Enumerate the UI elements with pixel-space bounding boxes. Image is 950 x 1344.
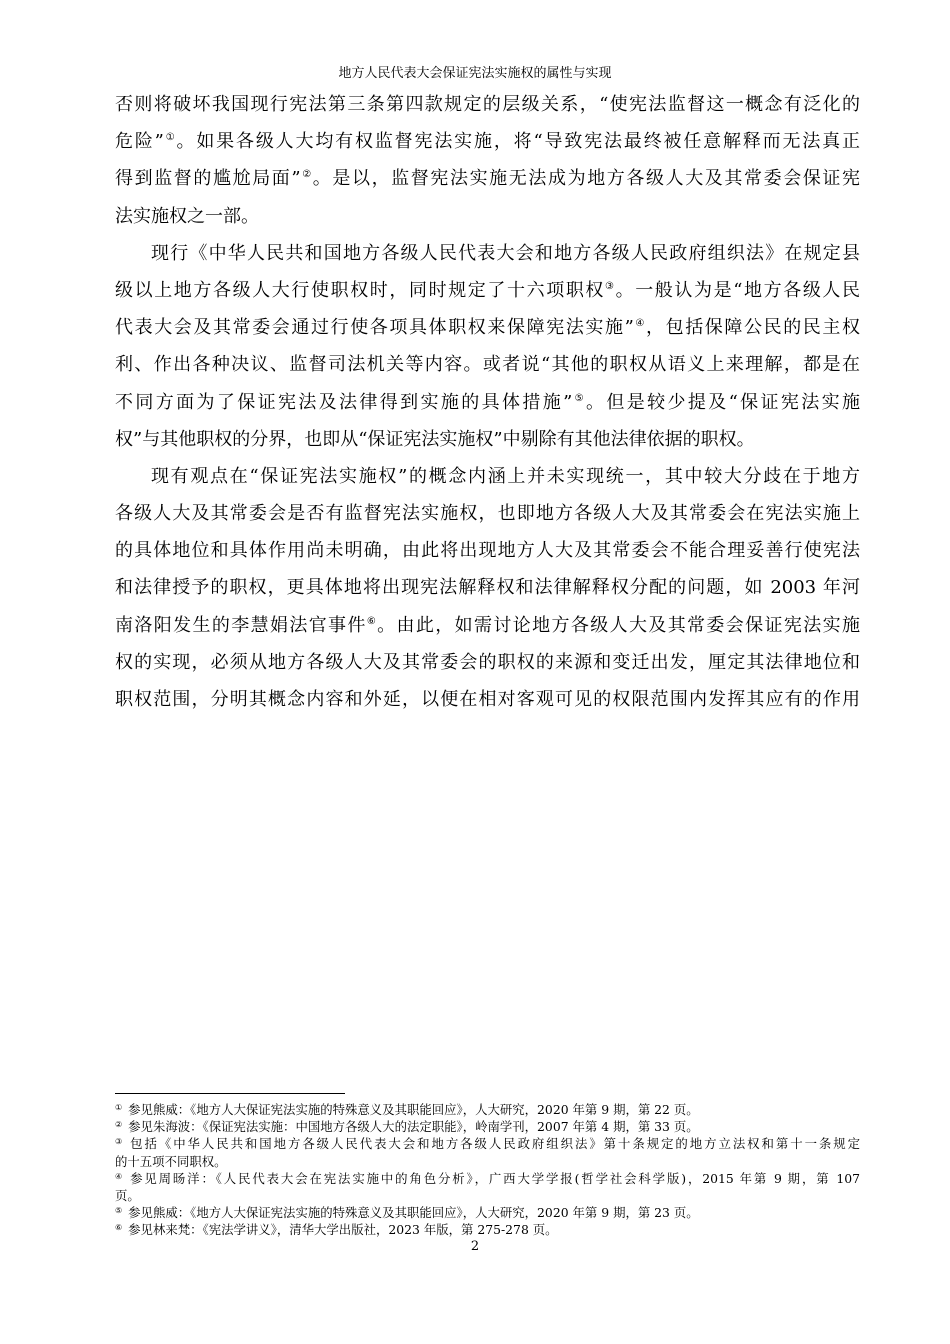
text-segment: 得到监督的尴尬局面” [115,168,301,190]
text-segment: 级以上地方各级人大行使职权时，同时规定了十六项职权 [115,279,606,301]
footnote-text: 包括《中华人民共和国地方各级人民代表大会和地方各级人民政府组织法》第十条规定的地方立法权和第十一条规定 [130,1136,861,1152]
text-segment: 危险” [115,131,164,153]
footnote-text: 参见熊威：《地方人大保证宪法实施的特殊意义及其职能回应》，人大研究，2020 年第 9 期，第 22 页。 [128,1102,699,1117]
footnote-text: 参见周旸洋：《人民代表大会在宪法实施中的角色分析》，广西大学学报(哲学社会科学版)，2015 年第 9 期，第 107 [130,1170,860,1186]
text-segment: 。是以，监督宪法实施无法成为地方各级人大及其常委会保证宪 [312,168,860,190]
text-segment: 。由此，如需讨论地方各级人大及其常委会保证宪法实施 [377,614,861,636]
footnote-marker: ② [115,1120,123,1130]
footnote-marker: ④ [115,1171,125,1181]
footnote-text: 参见熊威：《地方人大保证宪法实施的特殊意义及其职能回应》，人大研究，2020 年第 9 期，第 23 页。 [128,1205,699,1221]
text-segment: 。如果各级人大均有权监督宪法实施，将“导致宪法最终被任意解释而无法真正 [176,131,861,153]
text-segment: 。但是较少提及“保证宪法实施 [586,391,861,413]
text-segment: ，包括保障公民的民主权 [646,317,861,339]
text-line [115,458,860,495]
footnote [115,1221,860,1238]
text-segment: 法实施权之一部。 [115,205,259,227]
text-segment: 南洛阳发生的李慧娟法官事件 [115,614,367,636]
footnote-text: 参见朱海波：《保证宪法实施：中国地方各级人大的法定职能》，岭南学刊，2007 年第 4 期，第 33 页。 [128,1119,699,1135]
footnote [115,1135,860,1169]
text-segment: 权”与其他职权的分界，也即从“保证宪法实施权”中剔除有其他法律依据的职权。 [115,428,755,450]
footnote [115,1101,860,1118]
paragraph [115,458,860,718]
footnote-line [115,1101,860,1118]
text-line [115,495,860,532]
footnote-marker: ⑥ [115,1223,123,1233]
footnote [115,1170,860,1204]
footnote-reference[interactable]: ⑥ [366,615,378,627]
text-segment: 利、作出各种决议、监督司法机关等内容。或者说“其他的职权从语义上来理解，都是在 [115,354,860,376]
text-line [115,384,860,421]
text-line [115,607,860,644]
text-segment: 现行《中华人民共和国地方各级人民代表大会和地方各级人民政府组织法》在规定县 [151,242,860,264]
text-line [115,346,860,383]
text-line [115,235,860,272]
footnote-marker: ③ [115,1137,125,1147]
text-line [115,198,860,235]
running-header: 地方人民代表大会保证宪法实施权的属性与实现 [338,66,612,81]
text-segment: 代表大会及其常委会通过行使各项具体职权来保障宪法实施” [115,317,634,339]
text-line [115,123,860,160]
text-segment: 否则将破坏我国现行宪法第三条第四款规定的层级关系，“使宪法监督这一概念有泛化的 [115,94,860,115]
footnote-reference[interactable]: ① [163,132,177,144]
paragraph [115,86,860,235]
footnote-reference[interactable]: ② [300,169,313,181]
text-line [115,569,860,606]
footnotes [115,1101,860,1239]
text-segment: 的具体地位和具体作用尚未明确，由此将出现地方人大及其常委会不能合理妥善行使宪法 [115,540,860,562]
footnote-text: 的十五项不同职权。 [115,1153,227,1169]
text-segment: 。一般认为是“地方各级人民 [615,279,861,301]
text-line [115,532,860,569]
footnote-separator [115,1093,345,1094]
footnote-line [115,1187,860,1204]
text-segment: 权的实现，必须从地方各级人大及其常委会的职权的来源和变迁出发，厘定其法律地位和 [115,651,860,673]
text-segment: 不同方面为了保证宪法及法律得到实施的具体措施” [115,391,573,413]
text-segment: 各级人大及其常委会是否有监督宪法实施权，也即地方各级人大及其常委会在宪法实施上 [115,503,860,525]
footnote-line [115,1204,860,1221]
footnote-line [115,1135,860,1152]
footnote-line [115,1153,860,1170]
text-line [115,421,860,458]
footnote-text: 参见林来梵：《宪法学讲义》，清华大学出版社，2023 年版，第 275-278 页。 [128,1222,558,1238]
footnote-marker: ① [115,1103,123,1112]
page-number: 2 [470,1239,480,1254]
text-line [115,86,860,123]
footnote [115,1204,860,1221]
text-line [115,644,860,681]
text-segment: 现有观点在“保证宪法实施权”的概念内涵上并未实现统一，其中较大分歧在于地方 [151,465,860,487]
footnote-reference[interactable]: ⑤ [572,392,587,404]
footnote-text: 页。 [115,1187,140,1203]
text-segment: 和法律授予的职权，更具体地将出现宪法解释权和法律解释权分配的问题，如 2003 年河 [115,577,860,599]
footnote-line [115,1170,860,1187]
footnote-marker: ⑤ [115,1206,123,1216]
footnote-line [115,1118,860,1135]
text-line [115,160,860,197]
text-line [115,272,860,309]
footnote [115,1118,860,1135]
paragraph [115,235,860,458]
text-line [115,309,860,346]
footnote-line [115,1221,860,1238]
footnote-reference[interactable]: ③ [605,280,616,292]
text-line [115,681,860,718]
footnote-reference[interactable]: ④ [633,318,646,330]
text-segment: 职权范围，分明其概念内容和外延，以便在相对客观可见的权限范围内发挥其应有的作用 [115,689,860,710]
body-text [115,86,860,718]
